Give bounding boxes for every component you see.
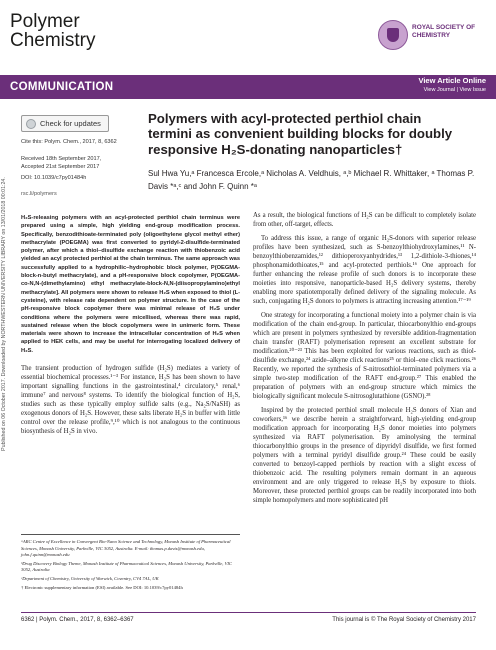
- paragraph: As a result, the biological functions of H₂S can be difficult to completely isolate from other, off-target, effects.: [253, 212, 476, 228]
- footer-rule: [21, 612, 476, 613]
- body-text-left: [21, 364, 240, 436]
- section-label: COMMUNICATION: [10, 81, 114, 93]
- footer-citation: 6362 | Polym. Chem., 2017, 8, 6362–6367: [21, 617, 134, 623]
- view-article-online-link[interactable]: View Article Online: [418, 76, 486, 85]
- abstract: H₂S-releasing polymers with an acyl-protected perthiol chain terminus were prepared using a simple, high yielding end-group modification process. Specifically, benzodithioate-terminated poly (oligoethylene glycol methyl ether) methacrylate (POEGMA) was first converted to pyridyl-2-disulfide-terminated polymer, after which a thiol–disulfide exchange reaction with thiobenzoic acid yielded an acyl protected perthiol at the chain terminus. The same approach was successfully applied to a hydrophilic–hydrophobic block polymer, P(OEGMA-block-n-butyl methacrylate), and a pH-responsive block copolymer, P(OEGMA-co-N,N-(dimethylamino) ethyl methacrylate-block-N,N-(diisopropylamino)ethyl methacrylate]. All polymers were shown to release H₂S when exposed to thiol (L-cysteine), with release rate dependent on polymer structure. In the case of the pH-responsive block copolymer there was minimal release of H₂S under conditions where the polymers were micellised, whereas there was rapid, sustained release when the block copolymers were in unimeric form. These materials were shown to increase the intracellular concentration of H₂S when applied to HEK cells, and may be useful for interrogating localized delivery of H₂S.: [21, 215, 240, 354]
- doi[interactable]: DOI: 10.1039/c7py01484h: [21, 175, 87, 182]
- footer-copyright: This journal is © The Royal Society of Chemistry 2017: [332, 617, 476, 623]
- body-text-right: [253, 211, 476, 505]
- citation: Cite this: Polym. Chem., 2017, 8, 6362: [21, 139, 117, 145]
- check-updates-label: Check for updates: [40, 119, 101, 128]
- check-updates-button[interactable]: [21, 115, 109, 132]
- affiliation-b: ᵇDrug Discovery Biology Theme, Monash Institute of Pharmaceutical Sciences, Monash University, Parkville, VIC 3052, Australia: [21, 560, 232, 573]
- journal-title: Polymer Chemistry: [10, 11, 96, 51]
- accepted-date: Accepted 21st September 2017: [21, 163, 100, 170]
- paragraph: The transient production of hydrogen sulfide (H₂S) mediates a variety of essential biochemical processes.¹⁻³ For instance, H₂S has been shown to have important signalling functions in the gastrointestinal,⁴ circulatory,⁵ renal,⁶ immune⁷ and nervous⁸ systems. To identify the biological function of H₂S, studies such as these typically employ sulfide salts (e.g., Na₂S/NaSH) as exogenous donors of H₂S. However, these salts liberate H₂S in buffer with little control over the release profile,⁹,¹⁰ which is not analogous to the continuous biosynthesis of H₂S in vivo.: [21, 365, 240, 435]
- journal-site-link[interactable]: rsc.li/polymers: [21, 190, 57, 197]
- footnotes: [21, 534, 240, 593]
- received-date: Received 18th September 2017,: [21, 156, 102, 163]
- article-title: Polymers with acyl-protected perthiol chain termini as convenient building blocks for doubly responsive H₂S-donating nanoparticles†: [148, 111, 453, 157]
- view-journal-issue-link[interactable]: View Journal | View Issue: [423, 87, 486, 93]
- paragraph: To address this issue, a range of organic H₂S-donors with superior release profiles have been synthesized, such as S-benzoylthiohydroxylamines,¹¹ N-benzoylthiobenzamides,¹² dithioperoxyanhydrides,¹³ 1,2-dithiole-3-thiones,¹⁴ phosphonamidothioates,¹⁵ and acyl-protected perthiols.¹⁶ One approach for further enhancing the release profile of such donors is to incorporate these moieties into responsive, nanoparticle-based H₂S delivery systems, thereby enabling more spatiotemporally defined delivery of the signaling molecule. As such, conjugating H₂S donors to polymers is attracting increasing attention.¹⁷⁻¹⁹: [253, 235, 476, 305]
- download-notice: [0, 95, 8, 535]
- publisher-name: ROYAL SOCIETY OF CHEMISTRY: [412, 24, 476, 39]
- affiliation-c: ᶜDepartment of Chemistry, University of Warwick, Coventry, CV4 7AL, UK: [21, 575, 159, 581]
- affiliation-a: ᵃARC Centre of Excellence in Convergent Bio-Nano Science and Technology, Monash Institute of Pharmaceutical Sciences, Monash University, Parkville, VIC 3052, Australia. E-mail: thomas.p.davis@monash.edu, john.f.quinn@monash.edu: [21, 539, 231, 558]
- rsc-crest-icon: [378, 20, 408, 50]
- paragraph: One strategy for incorporating a functional moiety into a polymer chain is via modification of the chain end-group. In particular, thiocarbonylthio end-groups which are present in polymers synthesized by reversible addition-fragmentation chain transfer (RAFT) polymerisation represent an excellent substrate for modification.²⁰⁻²³ This has been exploited for various reactions, such as thiol-disulfide exchange,²⁴ azide–alkyne click reactions²⁵ or thiol–ene click reactions.²⁶ Recently, we reported the synthesis of S-nitrosothiol-terminated polymers via a simple two-step modification of the RAFT end-group.²⁷ This enabled the preparation of polymers with an end-group structure which mimics the biologically significant molecule S-nitrosoglutathione (GSNO).²⁸: [253, 312, 476, 400]
- article-meta: [21, 139, 143, 198]
- paragraph: Inspired by the protected perthiol small molecule H₂S donors of Xian and coworkers,¹⁶ we describe herein a straightforward, high-yielding end-group modification approach for incorporating H₂S donor moieties into polymers synthesized via RAFT polymerisation. By aminolysing the terminal thiocarbonylthio groups in the presence of dipyridyl disulfide, we first formed polymers with a terminal pyridyl disulfide group.²⁴ These could be easily converted to benzoyl-capped perthiols by reaction with a slight excess of thiobenzoic acid. The resulting polymers remain dormant in an aqueous environment and are only triggered to release H₂S by exposure to thiols. Moreover, these protected perthiol groups can be readily incorporated into both simple homopolymers and more sophisticated pH: [253, 407, 476, 504]
- rsc-logo[interactable]: [378, 20, 484, 52]
- crossmark-icon: [26, 119, 36, 129]
- view-online-links: [418, 76, 486, 94]
- download-notice-text: Published on 06 October 2017. Downloaded by NORTHWESTERN UNIVERSITY LIBRARY on 13/01/2018 00:01:24.: [1, 177, 7, 451]
- author-list: Sul Hwa Yu,ᵃ Francesca Ercole,ᵃ Nicholas A. Veldhuis, ᵃ,ᵇ Michael R. Whittaker, ᵃ Thomas P. Davis *ᵃ,ᶜ and John F. Quinn *ᵃ: [148, 169, 475, 191]
- esi-note: † Electronic supplementary information (ESI) available. See DOI: 10.1039/c7py01484h: [21, 584, 183, 590]
